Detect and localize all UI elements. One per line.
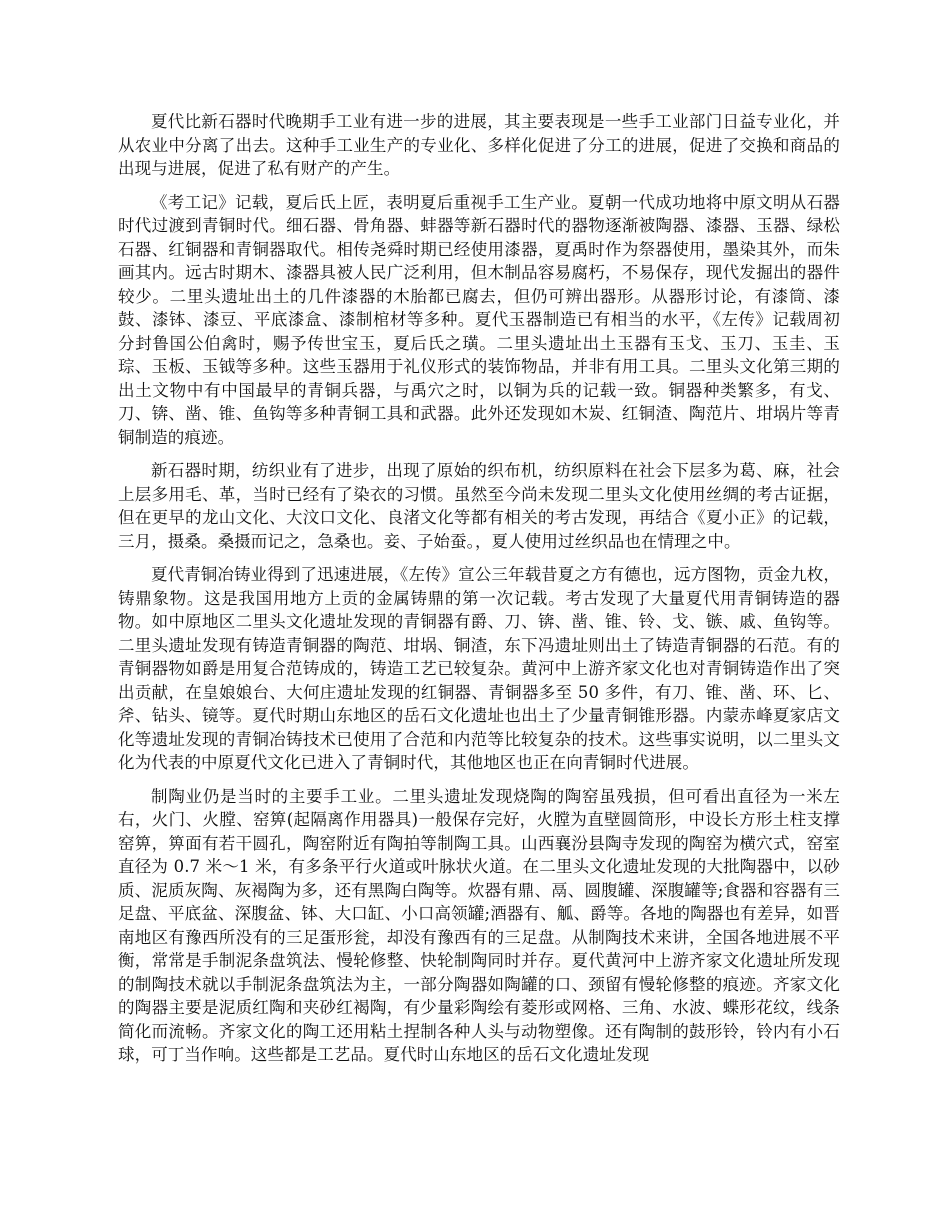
paragraph-pottery: 制陶业仍是当时的主要手工业。二里头遗址发现烧陶的陶窑虽残损，但可看出直径为一米左右，火门、火膛、窑箅(起隔离作用器具)一般保存完好，火膛为直壁圆筒形，中设长方形土柱支撑窑箅，箅面有若干圆孔，陶窑附近有陶拍等制陶工具。山西襄汾县陶寺发现的陶窑为横穴式，窑室直径为 0.7 米～1 米，有多条平行火道或叶脉状火道。在二里头文化遗址发现的大批陶器中，以砂质、泥质灰陶、灰褐陶为多，还有黑陶白陶等。炊器有鼎、鬲、圆腹罐、深腹罐等;食器和容器有三足盘、平底盆、深腹盆、钵、大口缸、小口高领罐;酒器有、觚、爵等。各地的陶器也有差异，如晋南地区有豫西所没有的三足蛋形瓮，却没有豫西有的三足盘。从制陶技术来讲，全国各地进展不平衡，常常是手制泥条盘筑法、慢轮修整、快轮制陶同时并存。夏代黄河中上游齐家文化遗址所发现的制陶技术就以手制泥条盘筑法为主，一部分陶器如陶罐的口、颈留有慢轮修整的痕迹。齐家文化的陶器主要是泥质红陶和夹砂红褐陶，有少量彩陶绘有菱形或网格、三角、水波、蝶形花纹，线条简化而流畅。齐家文化的陶工还用粘土捏制各种人头与动物塑像。还有陶制的鼓形铃，铃内有小石球，可丁当作响。这些都是工艺品。夏代时山东地区的岳石文化遗址发现 — [118, 786, 840, 1064]
paragraph-kaogongji: 《考工记》记载，夏后氏上匠，表明夏后重视手工生产业。夏朝一代成功地将中原文明从石器时代过渡到青铜时代。细石器、骨角器、蚌器等新石器时代的器物逐渐被陶器、漆器、玉器、绿松石器、红铜器和青铜器取代。相传尧舜时期已经使用漆器，夏禹时作为祭器使用，墨染其外，而朱画其内。远古时期木、漆器具被人民广泛利用，但木制品容易腐朽，不易保存，现代发掘出的器件较少。二里头遗址出土的几件漆器的木胎都已腐去，但仍可辨出器形。从器形讨论，有漆筒、漆鼓、漆钵、漆豆、平底漆盒、漆制棺材等多种。夏代玉器制造已有相当的水平，《左传》记载周初分封鲁国公伯禽时，赐予传世宝玉，夏后氏之璜。二里头遗址出土玉器有玉戈、玉刀、玉圭、玉琮、玉板、玉钺等多种。这些玉器用于礼仪形式的装饰物品，并非有用工具。二里头文化第三期的出土文物中有中国最早的青铜兵器，与禹穴之时，以铜为兵的记载一致。铜器种类繁多，有戈、刀、锛、凿、锥、鱼钩等多种青铜工具和武器。此外还发现如木炭、红铜渣、陶范片、坩埚片等青铜制造的痕迹。 — [118, 192, 840, 447]
document-page — [118, 110, 840, 1077]
paragraph-bronze: 夏代青铜冶铸业得到了迅速进展，《左传》宣公三年载昔夏之方有德也，远方图物，贡金九枚，铸鼎象物。这是我国用地方上贡的金属铸鼎的第一次记载。考古发现了大量夏代用青铜铸造的器物。如中原地区二里头文化遗址发现的青铜器有爵、刀、锛、凿、锥、铃、戈、镞、戚、鱼钩等。二里头遗址发现有铸造青铜器的陶范、坩埚、铜渣，东下冯遗址则出土了铸造青铜器的石范。有的青铜器物如爵是用复合范铸成的，铸造工艺已较复杂。黄河中上游齐家文化也对青铜铸造作出了突出贡献，在皇娘娘台、大何庄遗址发现的红铜器、青铜器多至 50 多件，有刀、锥、凿、环、匕、斧、钻头、镜等。夏代时期山东地区的岳石文化遗址也出土了少量青铜锥形器。内蒙赤峰夏家店文化等遗址发现的青铜冶铸技术已使用了合范和内范等比较复杂的技术。这些事实说明，以二里头文化为代表的中原夏代文化已进入了青铜时代，其他地区也正在向青铜时代进展。 — [118, 565, 840, 772]
paragraph-handicraft-intro: 夏代比新石器时代晚期手工业有进一步的进展，其主要表现是一些手工业部门日益专业化，并从农业中分离了出去。这种手工业生产的专业化、多样化促进了分工的进展，促进了交换和商品的出现与进展，促进了私有财产的产生。 — [118, 112, 840, 178]
paragraph-textile: 新石器时期，纺织业有了进步，出现了原始的织布机，纺织原料在社会下层多为葛、麻，社会上层多用毛、革，当时已经有了染衣的习惯。虽然至今尚未发现二里头文化使用丝绸的考古证据，但在更早的龙山文化、大汶口文化、良渚文化等都有相关的考古发现，再结合《夏小正》的记载，三月，摄桑。桑摄而记之，急桑也。妾、子始蚕。，夏人使用过丝织品也在情理之中。 — [118, 461, 840, 551]
